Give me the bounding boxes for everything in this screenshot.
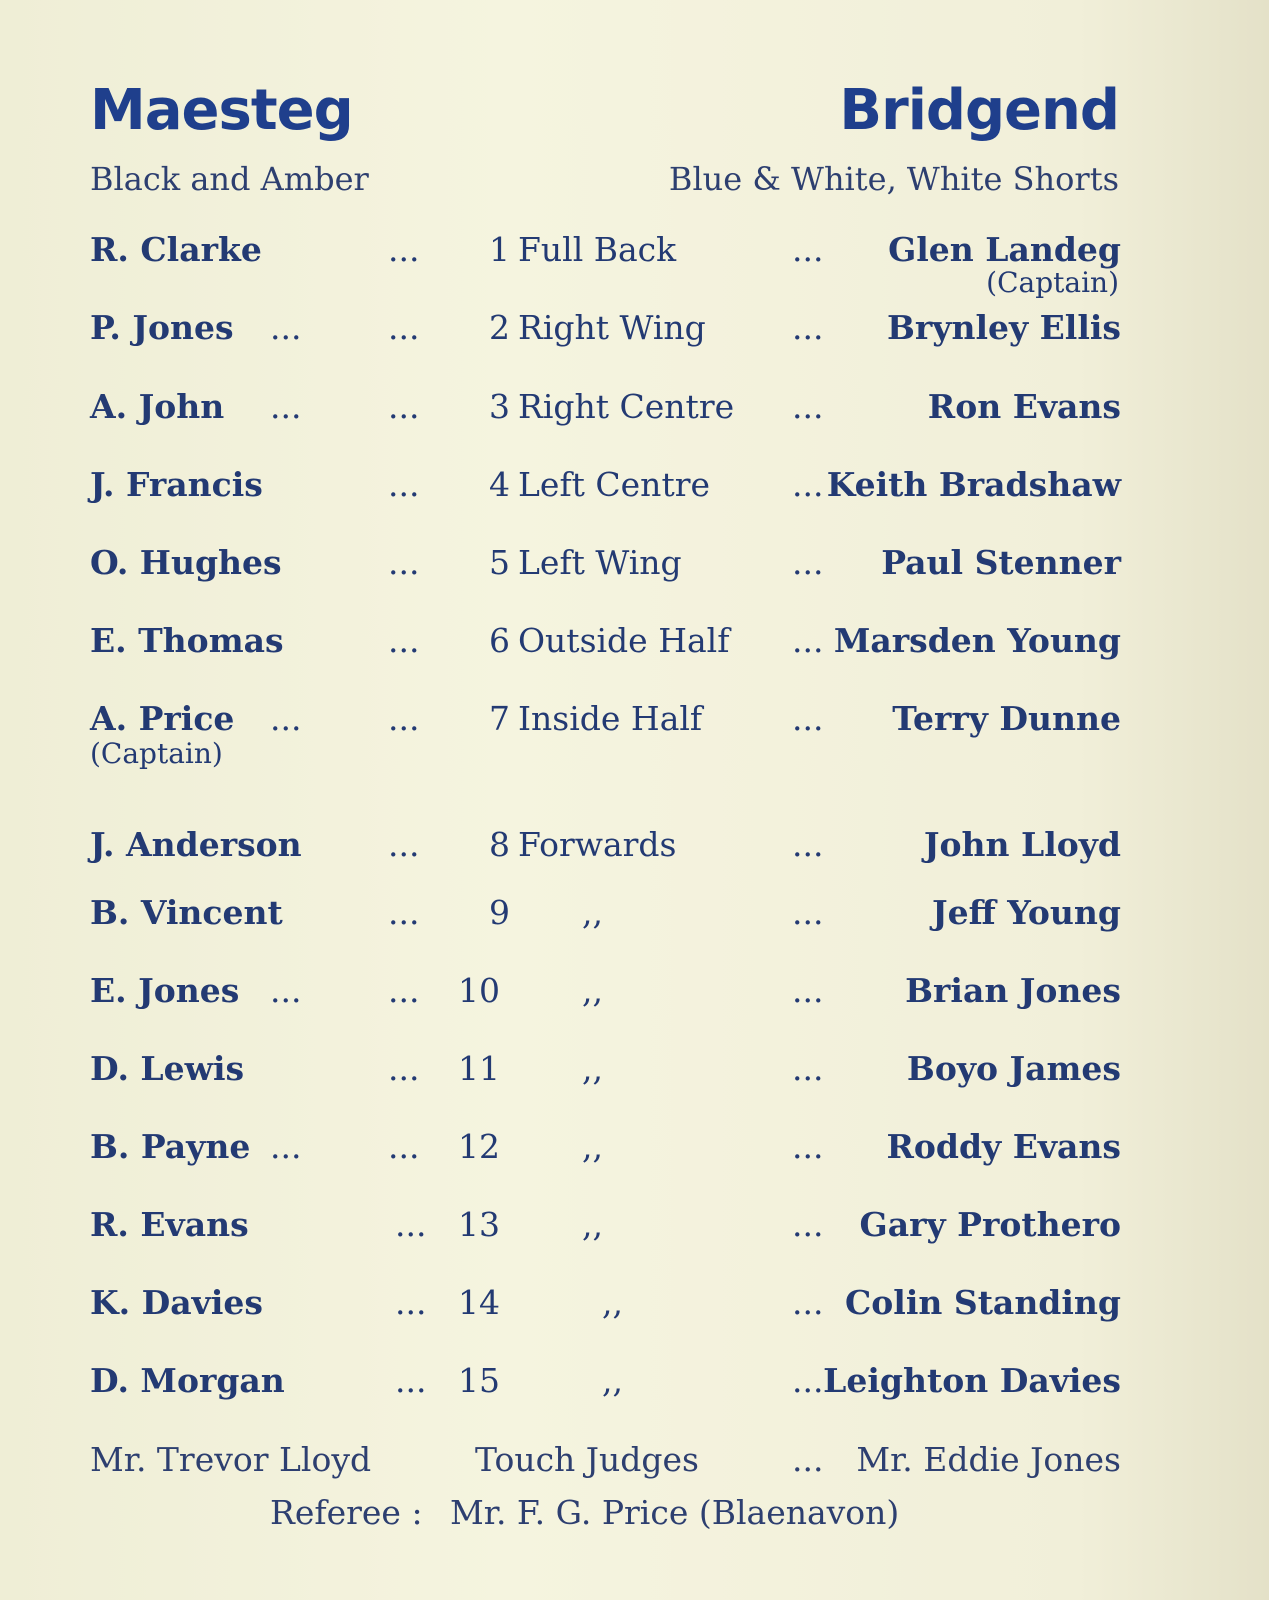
home-player-name: K. Davies: [90, 1283, 263, 1322]
away-player-name: Jeff Young: [932, 893, 1121, 932]
away-player-name: Ron Evans: [927, 387, 1121, 426]
away-team-colours: Blue & White, White Shorts: [668, 160, 1119, 198]
shirt-number: 3: [489, 387, 510, 426]
away-player-name: Roddy Evans: [886, 1127, 1121, 1166]
position-label: Left Centre: [518, 465, 711, 504]
home-player-name: D. Morgan: [90, 1361, 285, 1400]
position-label: Right Centre: [518, 387, 735, 426]
shirt-number: 11: [458, 1049, 500, 1088]
position-label: Forwards: [518, 825, 677, 864]
lineup-row: [0, 971, 1269, 1021]
home-player-name: P. Jones: [90, 308, 234, 347]
lineup-row: [0, 621, 1269, 671]
home-player-name: J. Anderson: [90, 825, 302, 864]
lineup-row: [0, 1283, 1269, 1333]
position-ditto: ,,: [582, 1049, 603, 1088]
away-dots: ...: [792, 971, 824, 1010]
home-dots: ...: [395, 1205, 427, 1244]
away-dots: ...: [792, 387, 824, 426]
away-dots: ...: [792, 893, 824, 932]
home-player-name: O. Hughes: [90, 543, 282, 582]
home-dots: ...: [388, 621, 420, 660]
away-dots: ...: [792, 1283, 824, 1322]
away-player-name: Brynley Ellis: [887, 308, 1121, 347]
shirt-number: 1: [489, 230, 510, 269]
away-player-name: Keith Bradshaw: [826, 465, 1121, 504]
shirt-number: 12: [458, 1127, 500, 1166]
lineup-row: [0, 1049, 1269, 1099]
away-dots: ...: [792, 543, 824, 582]
away-dots: ...: [792, 1049, 824, 1088]
home-dots: ...: [388, 308, 420, 347]
away-touch-judge: Mr. Eddie Jones: [856, 1440, 1121, 1479]
away-player-name: Paul Stenner: [881, 543, 1121, 582]
position-ditto: ,,: [582, 893, 603, 932]
away-player-name: Brian Jones: [905, 971, 1121, 1010]
home-player-name: B. Payne: [90, 1127, 251, 1166]
home-dots: ...: [388, 465, 420, 504]
lineup-row: [0, 308, 1269, 358]
home-player-name: D. Lewis: [90, 1049, 245, 1088]
away-player-name: Terry Dunne: [892, 699, 1121, 738]
away-team-name: Bridgend: [839, 78, 1119, 143]
lineup-row: [0, 1361, 1269, 1411]
home-dots: ...: [388, 1049, 420, 1088]
away-dots: ...: [792, 621, 824, 660]
away-player-name: Glen Landeg: [888, 230, 1121, 269]
lineup-row: [0, 893, 1269, 943]
away-dots: ...: [792, 1205, 824, 1244]
away-dots: ...: [792, 1361, 824, 1400]
away-player-name: John Lloyd: [923, 825, 1121, 864]
away-dots: ...: [792, 699, 824, 738]
position-ditto: ,,: [582, 1127, 603, 1166]
referee-name: Mr. F. G. Price (Blaenavon): [450, 1493, 900, 1532]
touch-judges-dots: ...: [792, 1440, 824, 1479]
position-label: Outside Half: [518, 621, 730, 660]
home-leader-dots: ...: [270, 387, 302, 426]
lineup-row: [0, 465, 1269, 515]
away-player-name: Leighton Davies: [823, 1361, 1121, 1400]
away-dots: ...: [792, 465, 824, 504]
home-dots: ...: [388, 230, 420, 269]
position-label: Full Back: [518, 230, 677, 269]
away-player-name: Gary Prothero: [859, 1205, 1121, 1244]
home-team-name: Maesteg: [90, 78, 353, 143]
home-dots: ...: [388, 825, 420, 864]
shirt-number: 10: [458, 971, 500, 1010]
home-player-name: R. Evans: [90, 1205, 249, 1244]
home-dots: ...: [388, 971, 420, 1010]
home-player-name: B. Vincent: [90, 893, 283, 932]
lineup-row: [0, 1127, 1269, 1177]
away-player-name: Marsden Young: [833, 621, 1121, 660]
home-dots: ...: [388, 387, 420, 426]
position-label: Right Wing: [518, 308, 706, 347]
shirt-number: 7: [489, 699, 510, 738]
home-dots: ...: [388, 699, 420, 738]
shirt-number: 8: [489, 825, 510, 864]
position-ditto: ,,: [602, 1361, 623, 1400]
away-dots: ...: [792, 308, 824, 347]
home-team-colours: Black and Amber: [90, 160, 369, 198]
home-leader-dots: ...: [270, 699, 302, 738]
away-captain-note: (Captain): [986, 266, 1119, 299]
position-ditto: ,,: [582, 1205, 603, 1244]
home-leader-dots: ...: [270, 308, 302, 347]
away-dots: ...: [792, 230, 824, 269]
lineup-row: [0, 699, 1269, 770]
lineup-row: [0, 1205, 1269, 1255]
shirt-number: 14: [458, 1283, 500, 1322]
lineup-row: [0, 825, 1269, 875]
home-dots: ...: [388, 893, 420, 932]
shirt-number: 15: [458, 1361, 500, 1400]
home-dots: ...: [388, 1127, 420, 1166]
home-player-name: E. Thomas: [90, 621, 284, 660]
shirt-number: 2: [489, 308, 510, 347]
away-dots: ...: [792, 1127, 824, 1166]
touch-judges-label: Touch Judges: [475, 1440, 699, 1479]
away-player-name: Colin Standing: [845, 1283, 1121, 1322]
lineup-row: [0, 387, 1269, 437]
shirt-number: 9: [489, 893, 510, 932]
home-player-name: A. Price: [90, 699, 235, 738]
home-player-name: R. Clarke: [90, 230, 262, 269]
shirt-number: 13: [458, 1205, 500, 1244]
home-player-name: E. Jones: [90, 971, 240, 1010]
home-dots: ...: [395, 1361, 427, 1400]
home-leader-dots: ...: [270, 971, 302, 1010]
position-label: Left Wing: [518, 543, 682, 582]
home-dots: ...: [388, 543, 420, 582]
home-captain-note: (Captain): [90, 737, 223, 770]
position-ditto: ,,: [582, 971, 603, 1010]
position-label: Inside Half: [518, 699, 703, 738]
shirt-number: 6: [489, 621, 510, 660]
home-touch-judge: Mr. Trevor Lloyd: [90, 1440, 372, 1479]
home-dots: ...: [395, 1283, 427, 1322]
home-player-name: A. John: [90, 387, 225, 426]
away-player-name: Boyo James: [906, 1049, 1121, 1088]
lineup-row: [0, 543, 1269, 593]
shirt-number: 4: [489, 465, 510, 504]
shirt-number: 5: [489, 543, 510, 582]
position-ditto: ,,: [602, 1283, 623, 1322]
home-leader-dots: ...: [270, 1127, 302, 1166]
lineup-row: [0, 230, 1269, 299]
away-dots: ...: [792, 825, 824, 864]
referee-label: Referee :: [270, 1493, 423, 1532]
home-player-name: J. Francis: [90, 465, 263, 504]
